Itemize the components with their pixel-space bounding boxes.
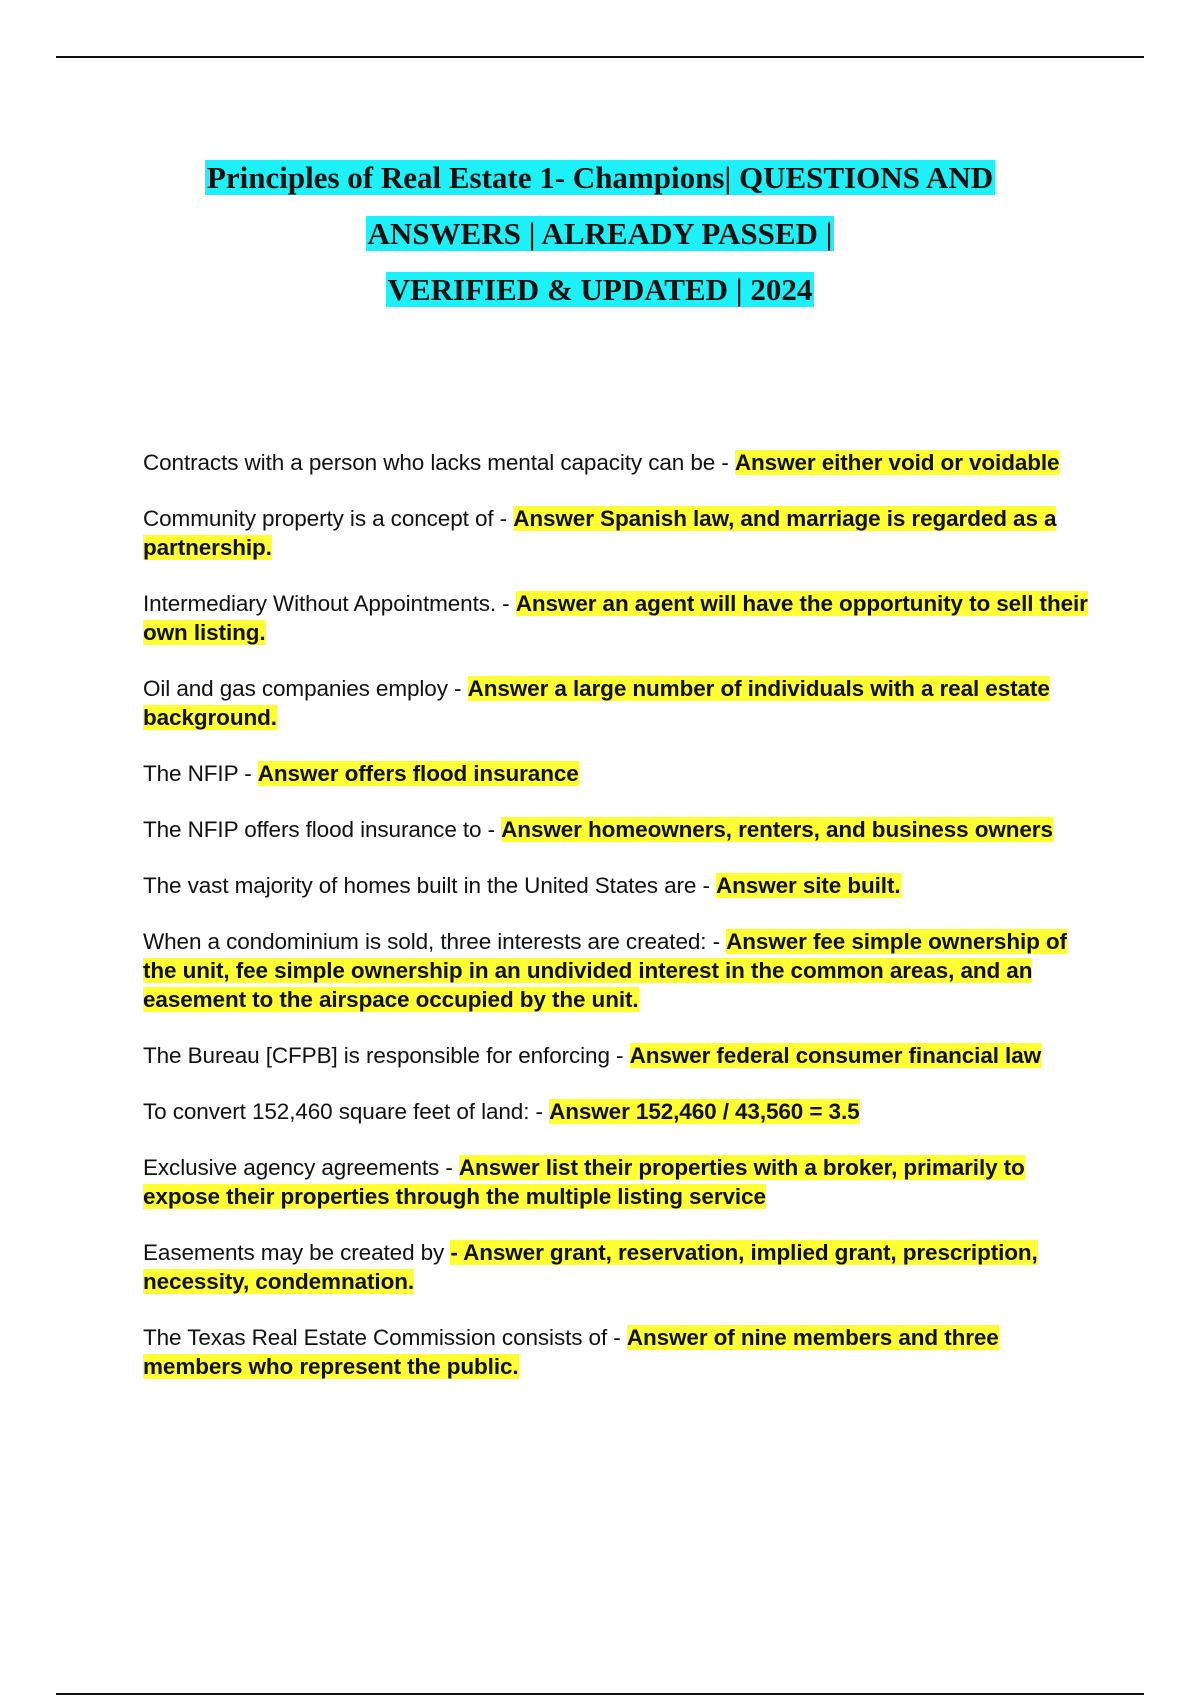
- qa-item: [143, 1238, 1093, 1296]
- answer-text: Answer site built.: [716, 873, 901, 898]
- answer-text: Answer 152,460 / 43,560 = 3.5: [549, 1099, 860, 1124]
- answer-text: Answer of nine members and three members who represent the public.: [143, 1325, 999, 1379]
- question-text: The Bureau [CFPB] is responsible for enforcing -: [143, 1043, 630, 1068]
- qa-item: [143, 927, 1093, 1014]
- qa-item: [143, 1323, 1093, 1381]
- qa-item: [143, 1153, 1093, 1211]
- question-text: The NFIP offers flood insurance to -: [143, 817, 502, 842]
- question-text: Contracts with a person who lacks mental capacity can be -: [143, 450, 735, 475]
- qa-item: [143, 504, 1093, 562]
- question-text: When a condominium is sold, three interests are created: -: [143, 929, 727, 954]
- title-line-2: ANSWERS | ALREADY PASSED |: [367, 216, 833, 251]
- qa-item: [143, 1041, 1093, 1070]
- qa-item: [143, 871, 1093, 900]
- question-text: Easements may be created by: [143, 1240, 451, 1265]
- question-text: Intermediary Without Appointments. -: [143, 591, 516, 616]
- question-text: Community property is a concept of -: [143, 506, 514, 531]
- answer-text: Answer federal consumer financial law: [629, 1043, 1042, 1068]
- question-text: Oil and gas companies employ -: [143, 676, 468, 701]
- qa-item: [143, 815, 1093, 844]
- answer-text: Answer either void or voidable: [734, 450, 1060, 475]
- question-text: To convert 152,460 square feet of land: -: [143, 1099, 550, 1124]
- qa-item: [143, 674, 1093, 732]
- title-line-3: VERIFIED & UPDATED | 2024: [387, 272, 813, 307]
- answer-text: Answer offers flood insurance: [257, 761, 579, 786]
- question-text: Exclusive agency agreements -: [143, 1155, 459, 1180]
- top-rule: [56, 56, 1144, 58]
- bottom-rule: [56, 1693, 1144, 1695]
- qa-item: [143, 448, 1093, 477]
- answer-text: Answer fee simple ownership of the unit, fee simple ownership in an undivided interest in the common areas, and an easement to the airspace occupied by the unit.: [143, 929, 1067, 1012]
- question-text: The NFIP -: [143, 761, 258, 786]
- answer-text: Answer an agent will have the opportunity to sell their own listing.: [143, 591, 1088, 645]
- answer-text: Answer homeowners, renters, and business owners: [501, 817, 1053, 842]
- answer-text: - Answer grant, reservation, implied grant, prescription, necessity, condemnation.: [143, 1240, 1038, 1294]
- question-text: The Texas Real Estate Commission consists of -: [143, 1325, 627, 1350]
- answer-text: Answer Spanish law, and marriage is regarded as a partnership.: [143, 506, 1057, 560]
- document-title: [100, 150, 1100, 318]
- title-line-1: Principles of Real Estate 1- Champions| QUESTIONS AND: [206, 160, 994, 195]
- question-text: The vast majority of homes built in the United States are -: [143, 873, 717, 898]
- answer-text: Answer list their properties with a broker, primarily to expose their properties through the multiple listing service: [143, 1155, 1025, 1209]
- qa-list: [143, 448, 1093, 1408]
- qa-item: [143, 589, 1093, 647]
- answer-text: Answer a large number of individuals with a real estate background.: [143, 676, 1050, 730]
- qa-item: [143, 759, 1093, 788]
- qa-item: [143, 1097, 1093, 1126]
